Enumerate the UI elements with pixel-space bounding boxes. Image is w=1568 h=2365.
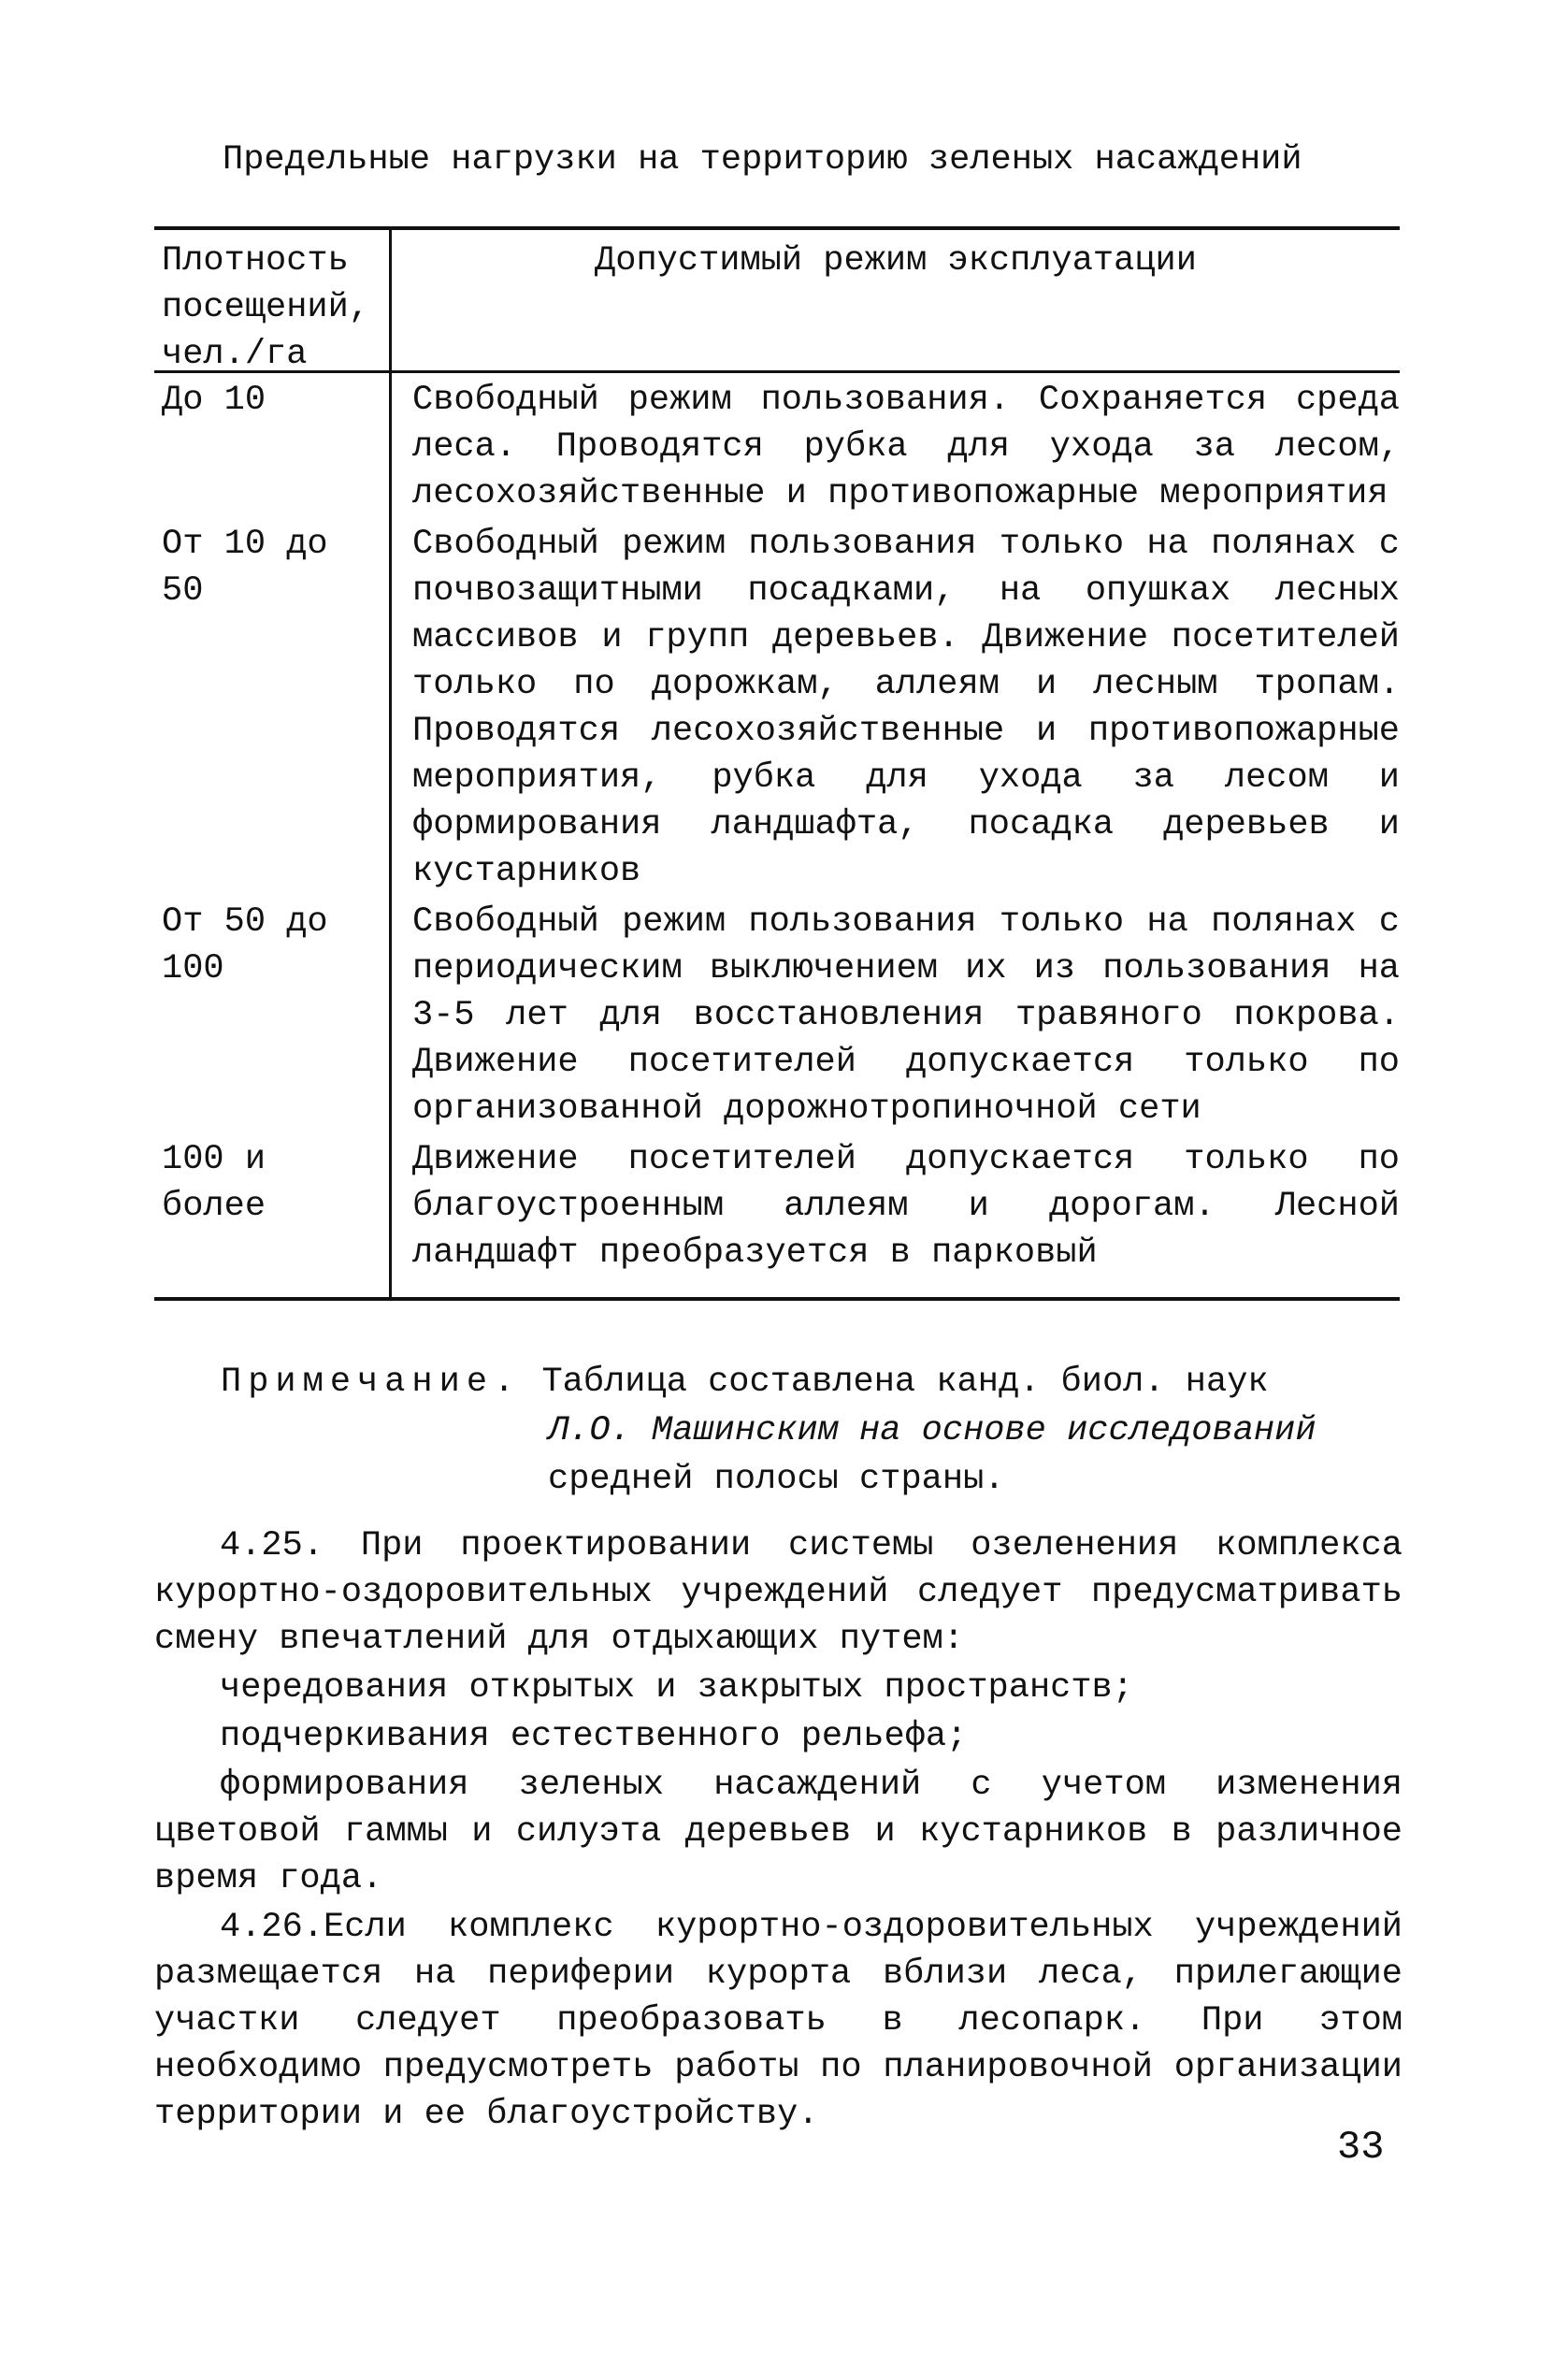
mode-cell: Свободный режим пользования только на полянах с почвозащитными посадками, на опушках лесных массивов и групп деревьев. Движение посетителей только по дорожкам, аллеям и лесным тропам. Проводятся лесохозяйственные и противопожарные мероприятия, рубка для ухода за лесом и формирования ландшафта, посадка деревьев и кустарников <box>412 525 1400 891</box>
note-label: Примечание. <box>221 1363 522 1402</box>
density-line: более <box>162 1187 266 1226</box>
note-text-line1: Таблица составлена канд. биол. наук <box>541 1363 1269 1402</box>
page-number: 33 <box>1337 2125 1385 2170</box>
header-mode: Допустимый режим эксплуатации <box>595 241 1197 281</box>
density-line: До 10 <box>162 381 266 420</box>
note-rest <box>221 1455 1403 1504</box>
table-row <box>154 373 1400 517</box>
table-body <box>154 373 1400 1297</box>
mode-cell: Свободный режим пользования только на полянах с периодическим выключением их из пользования на 3-5 лет для восстановления травяного покрова. Движение посетителей допускается только по организованной дорожнотропиночной сети <box>412 902 1400 1129</box>
density-cell <box>154 373 392 517</box>
header-density-line: чел./га <box>162 335 308 374</box>
load-limits-table <box>154 226 1400 1301</box>
density-line: 100 и <box>162 1140 266 1179</box>
header-density-line: Плотность <box>162 241 349 281</box>
table-header-row <box>154 230 1400 373</box>
density-cell <box>154 895 392 1132</box>
density-cell <box>154 517 392 895</box>
density-cell <box>154 1132 392 1297</box>
header-density-line: посещений, <box>162 288 370 327</box>
header-density <box>154 230 392 374</box>
note-first-line <box>221 1358 1403 1406</box>
note-text-line2: Л.О. Машинским на основе исследований <box>548 1411 1316 1450</box>
list-item: чередования открытых и закрытых пространств; <box>220 1668 1133 1708</box>
paragraph-4-25: 4.25. При проектировании системы озеленения комплекса курортно-оздоровительных учреждений следует предусматривать смену впечатлений для отдыхающих путем: <box>154 1526 1403 1659</box>
table-note <box>221 1358 1403 1504</box>
list-item: формирования зеленых насаждений с учетом изменения цветовой гаммы и силуэта деревьев и кустарников в различное время года. <box>154 1766 1403 1898</box>
table-title: Предельные нагрузки на территорию зеленых насаждений <box>223 140 1302 180</box>
list-item: подчеркивания естественного рельефа; <box>220 1717 968 1756</box>
note-rest <box>221 1406 1403 1455</box>
table-row <box>154 895 1400 1132</box>
body-text <box>154 1522 1403 2140</box>
mode-cell: Свободный режим пользования. Сохраняется среда леса. Проводятся рубка для ухода за лесом, лесохозяйственные и противопожарные мероприятия <box>412 381 1400 513</box>
table-row <box>154 517 1400 895</box>
paragraph-4-26: 4.26.Если комплекс курортно-оздоровительных учреждений размещается на периферии курорта вблизи леса, прилегающие участки следует преобразовать в лесопарк. При этом необходимо предусмотреть работы по планировочной организации территории и ее благоустройству. <box>154 1908 1403 2134</box>
note-text-line3: средней полосы страны. <box>548 1460 1005 1499</box>
density-line: 50 <box>162 571 204 611</box>
density-line: От 10 до <box>162 525 328 564</box>
mode-cell: Движение посетителей допускается только по благоустроенным аллеям и дорогам. Лесной ландшафт преобразуется в парковый <box>412 1140 1400 1273</box>
density-line: От 50 до <box>162 902 328 942</box>
density-line: 100 <box>162 949 224 988</box>
table-row <box>154 1132 1400 1297</box>
